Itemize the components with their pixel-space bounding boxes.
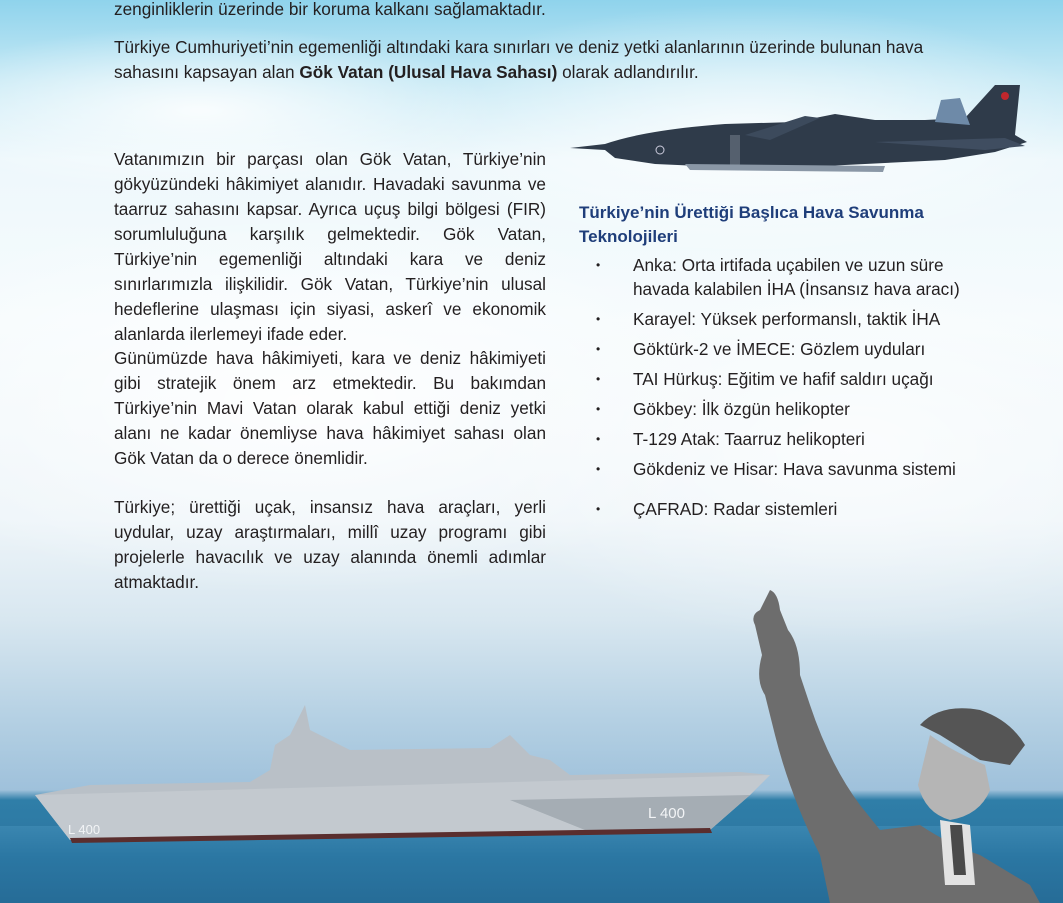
bullet-icon: • — [596, 342, 601, 356]
intro-line: zenginliklerin üzerinde bir koruma kalkanı sağlamaktadır. — [114, 0, 546, 19]
bullet-icon: • — [596, 432, 601, 446]
drone-image — [565, 80, 1035, 180]
list-item-text: TAI Hürkuş: Eğitim ve hafif saldırı uçağı — [633, 369, 934, 389]
intro-text-after: olarak adlandırılır. — [557, 62, 699, 82]
list-item-text: Anka: Orta irtifada uçabilen ve uzun süre havada kalabilen İHA (İnsansız hava aracı) — [633, 255, 960, 299]
technologies-heading: Türkiye’nin Ürettiği Başlıca Hava Savunma Teknolojileri — [579, 203, 924, 246]
list-item — [596, 397, 996, 421]
pointing-figure-image — [740, 585, 1063, 903]
bullet-icon: • — [596, 372, 601, 386]
list-item — [596, 307, 996, 331]
list-item — [596, 253, 996, 301]
list-item-text: T-129 Atak: Taarruz helikopteri — [633, 429, 865, 449]
bullet-icon: • — [596, 462, 601, 476]
list-item — [596, 497, 996, 521]
list-item-text: Gökbey: İlk özgün helikopter — [633, 399, 850, 419]
list-item — [596, 367, 996, 391]
hull-number-right: L 400 — [648, 805, 685, 822]
gok-vatan-term: Gök Vatan (Ulusal Hava Sahası) — [299, 62, 558, 82]
list-item-text: Gökdeniz ve Hisar: Hava savunma sistemi — [633, 459, 956, 479]
bullet-icon: • — [596, 502, 601, 516]
paragraph-hava-hakimiyeti: Günümüzde hava hâkimiyeti, kara ve deniz hâkimiyeti gibi stratejik önem arz etmektedir. Bu bakımdan Türkiye’nin Mavi Vatan olarak kabul ettiği deniz yetki alanı ne kadar önemliyse hava hâkimiyet sahası olan Gök Vatan da o derece önemlidir. — [114, 348, 546, 468]
paragraph-havacilik: Türkiye; ürettiği uçak, insansız hava araçları, yerli uydular, uzay araştırmaları, millî uzay programı gibi projelerle havacılık ve uzay alanında önemli adımlar atmaktadır. — [114, 497, 546, 592]
technologies-list — [596, 253, 996, 527]
bullet-icon: • — [596, 258, 601, 272]
list-item-text: ÇAFRAD: Radar sistemleri — [633, 499, 838, 519]
list-item — [596, 337, 996, 361]
intro-paragraph — [114, 35, 984, 85]
ship-image — [30, 700, 775, 850]
paragraph-gok-vatan: Vatanımızın bir parçası olan Gök Vatan, Türkiye’nin gökyüzündeki hâkimiyet alanıdır. Havadaki savunma ve taarruz sahasını kapsar. Ayrıca uçuş bilgi bölgesi (FIR) sorumluluğuna karşılık gelmektedir. Gök Vatan, Türkiye’nin egemenliği altındaki kara ve deniz sınırlarımızla ilişkilidir. Gök Vatan, Türkiye’nin ulusal hedeflerine ulaşması için siyasi, askerî ve ekonomik alanlarda ilerlemeyi ifade eder. — [114, 149, 546, 344]
list-item-text: Karayel: Yüksek performanslı, taktik İHA — [633, 309, 941, 329]
list-item — [596, 427, 996, 451]
list-item-text: Göktürk-2 ve İMECE: Gözlem uyduları — [633, 339, 926, 359]
bullet-icon: • — [596, 312, 601, 326]
list-item — [596, 457, 996, 481]
bullet-icon: • — [596, 402, 601, 416]
hull-number-left: L 400 — [68, 822, 101, 837]
intro-text-before: Türkiye Cumhuriyeti’nin egemenliği altındaki kara sınırları ve deniz yetki alanlarının üzerinde bulunan hava sahasını kapsayan alan — [114, 37, 924, 82]
